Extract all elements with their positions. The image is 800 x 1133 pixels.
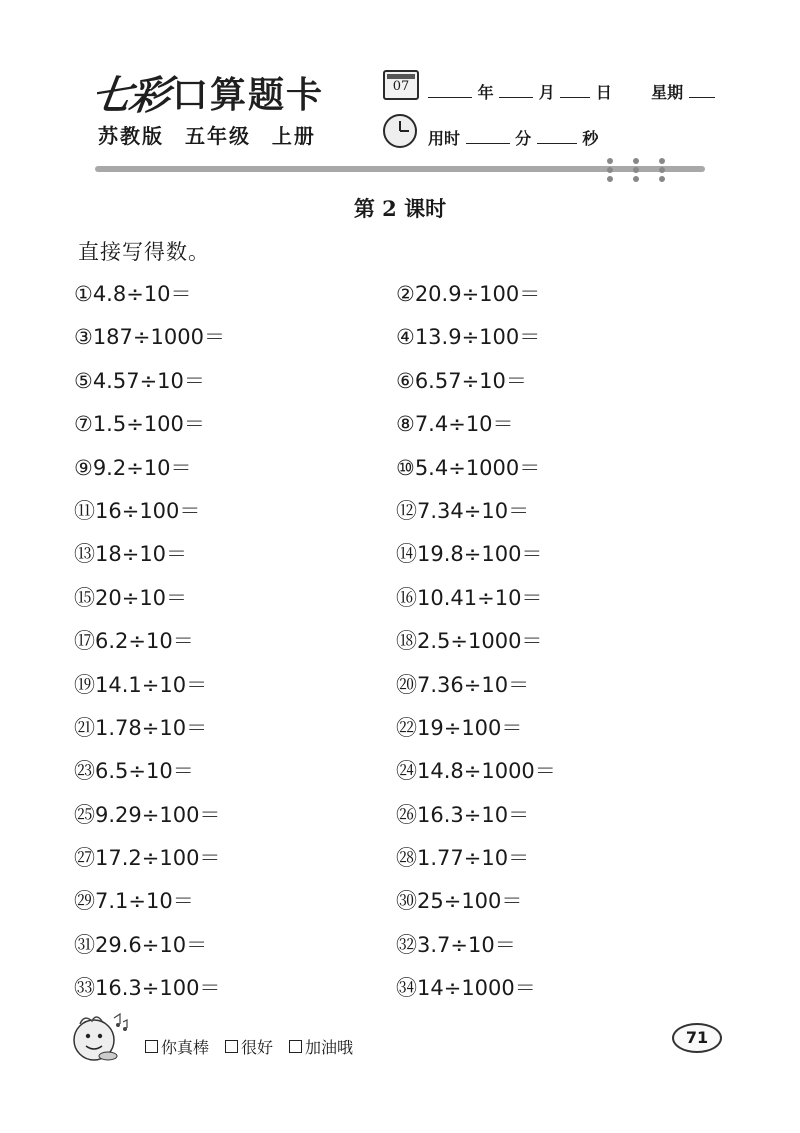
calendar-icon-number: 07 — [392, 79, 410, 94]
weekday-label: 星期 — [651, 83, 684, 102]
rating-option-good[interactable] — [225, 1035, 273, 1058]
problem-item: ㉔14.8÷1000＝ — [396, 759, 556, 784]
clock-icon — [383, 114, 417, 148]
problem-item: ㉗17.2÷100＝ — [74, 846, 221, 871]
month-label: 月 — [538, 83, 555, 102]
second-label: 秒 — [582, 129, 599, 148]
problem-item: ⑰6.2÷10＝ — [74, 629, 194, 654]
problem-item: ⑥6.57÷10＝ — [396, 368, 527, 393]
mascot-icon — [70, 1010, 130, 1068]
problem-item: ③187÷1000＝ — [74, 325, 225, 350]
day-label: 日 — [595, 83, 612, 102]
brand-logo — [88, 70, 325, 119]
problem-item: ⑮20÷10＝ — [74, 585, 188, 610]
minute-label: 分 — [515, 129, 532, 148]
time-used-label: 用时 — [428, 129, 461, 148]
checkbox-icon[interactable] — [145, 1040, 158, 1053]
year-label: 年 — [477, 83, 494, 102]
rating-label: 加油哦 — [305, 1038, 354, 1057]
month-blank[interactable] — [499, 83, 533, 98]
problem-item: ⑬18÷10＝ — [74, 542, 188, 567]
problem-item: ⑳7.36÷10＝ — [396, 672, 530, 697]
problem-item: ㉘1.77÷10＝ — [396, 846, 530, 871]
problem-item: ①4.8÷10＝ — [74, 282, 192, 306]
problem-item: ⑫7.34÷10＝ — [396, 498, 530, 523]
calendar-icon — [383, 70, 419, 100]
problem-item: ㉑1.78÷10＝ — [74, 715, 208, 740]
checkbox-icon[interactable] — [225, 1040, 238, 1053]
problem-item: ⑲14.1÷10＝ — [74, 672, 208, 697]
edition-subtitle: 苏教版 五年级 上册 — [98, 124, 316, 148]
header-divider — [95, 166, 705, 172]
rating-option-great[interactable] — [145, 1035, 209, 1058]
day-blank[interactable] — [560, 83, 590, 98]
problem-item: ㉜3.7÷10＝ — [396, 932, 516, 957]
problem-item: ㉞14÷1000＝ — [396, 976, 536, 1001]
second-blank[interactable] — [537, 129, 577, 144]
rating-label: 你真棒 — [161, 1038, 210, 1057]
brand-logo-title: 口算题卡 — [172, 74, 325, 116]
problem-item: ㉛29.6÷10＝ — [74, 932, 208, 957]
problem-item: ㉓6.5÷10＝ — [74, 759, 194, 784]
checkbox-icon[interactable] — [289, 1040, 302, 1053]
problem-item: ⑨9.2÷10＝ — [74, 455, 192, 480]
binder-ring-icon — [607, 158, 613, 182]
problem-item: ㉒19÷100＝ — [396, 715, 523, 740]
problem-item: ㉕9.29÷100＝ — [74, 802, 221, 827]
self-rating-group — [145, 1035, 353, 1058]
problem-grid — [74, 279, 694, 1017]
date-fill-line — [428, 80, 715, 103]
problem-item: ⑱2.5÷1000＝ — [396, 629, 543, 654]
problem-item: ㉖16.3÷10＝ — [396, 802, 530, 827]
time-fill-line — [428, 126, 598, 149]
page-number: 71 — [672, 1023, 722, 1053]
problem-item: ⑪16÷100＝ — [74, 498, 201, 523]
instruction-text: 直接写得数。 — [78, 240, 210, 264]
problem-item: ②20.9÷100＝ — [396, 282, 541, 306]
binder-ring-icon — [633, 158, 639, 182]
lesson-title: 第 2 课时 — [353, 196, 447, 221]
problem-item: ㉚25÷100＝ — [396, 889, 523, 914]
year-blank[interactable] — [428, 83, 472, 98]
problem-item: ⑧7.4÷10＝ — [396, 412, 514, 437]
problem-item: ⑦1.5÷100＝ — [74, 412, 205, 437]
problem-item: ⑯10.41÷10＝ — [396, 585, 543, 610]
problem-item: ㉙7.1÷10＝ — [74, 889, 194, 914]
rating-option-keep-going[interactable] — [289, 1035, 353, 1058]
binder-ring-icon — [659, 158, 665, 182]
rating-label: 很好 — [241, 1038, 274, 1057]
problem-item: ㉝16.3÷100＝ — [74, 976, 221, 1001]
weekday-blank[interactable] — [689, 83, 715, 98]
problem-item: ④13.9÷100＝ — [396, 325, 541, 350]
brand-logo-qicai: 七彩 — [88, 71, 171, 119]
problem-item: ⑩5.4÷1000＝ — [396, 455, 541, 480]
problem-item: ⑭19.8÷100＝ — [396, 542, 543, 567]
minute-blank[interactable] — [466, 129, 510, 144]
problem-item: ⑤4.57÷10＝ — [74, 368, 205, 393]
